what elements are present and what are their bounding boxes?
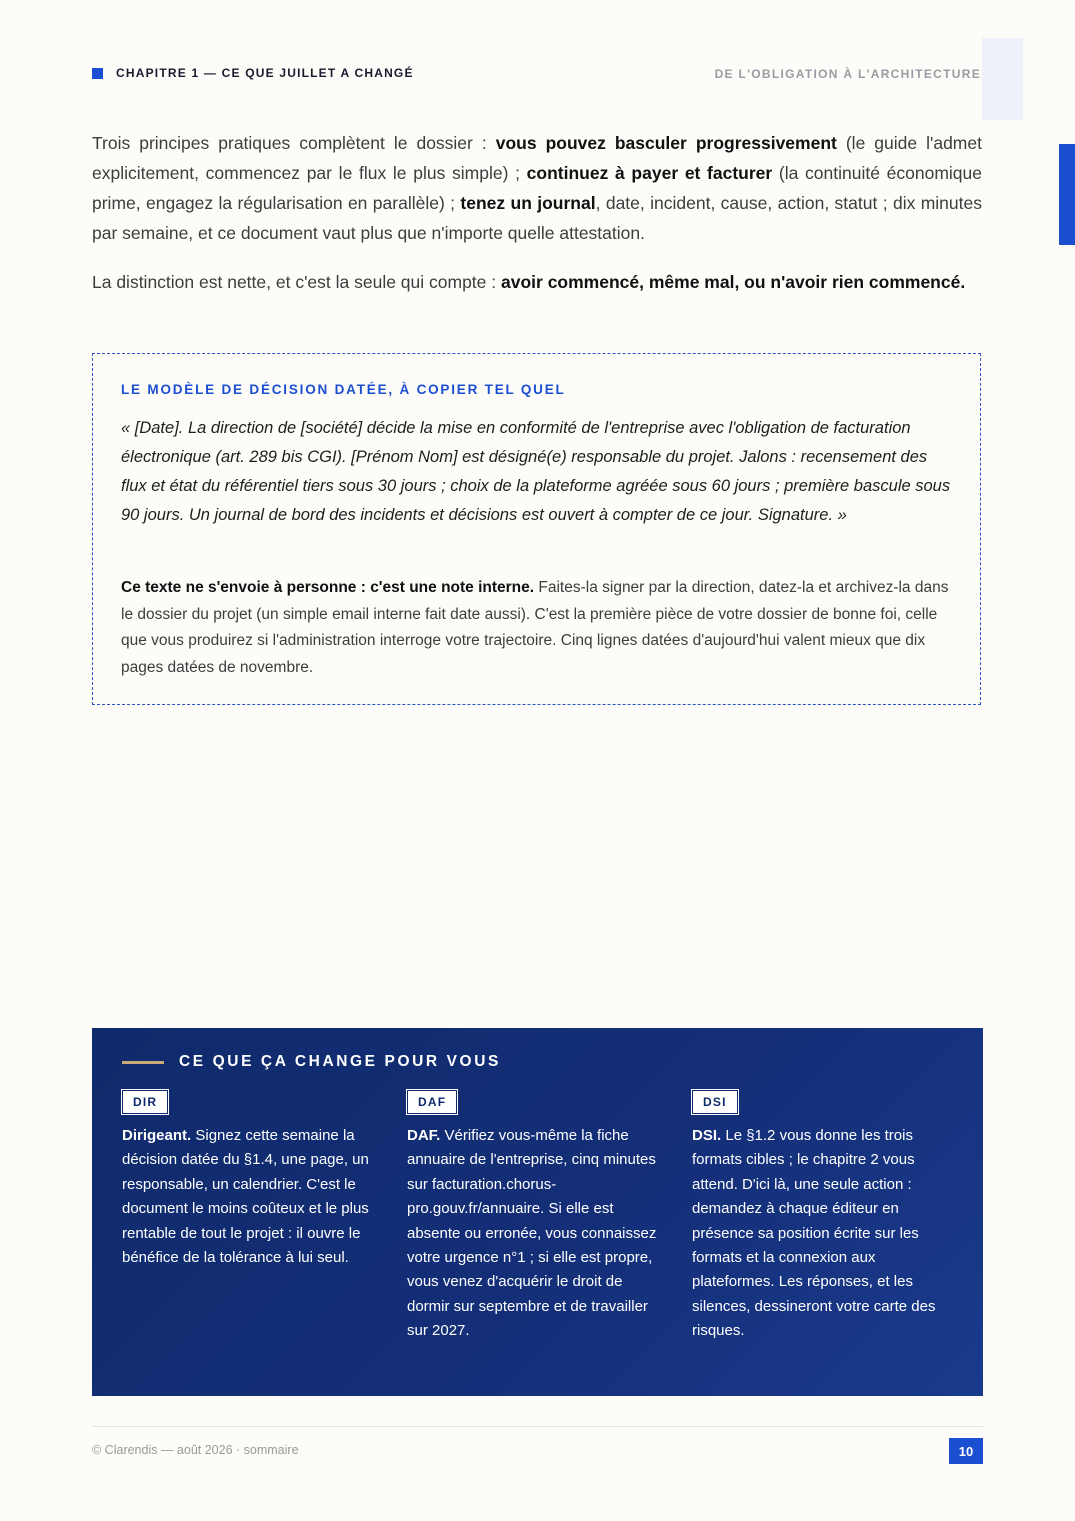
side-bookmark-marker	[1059, 144, 1075, 245]
text-run: Trois principes pratiques complètent le dossier :	[92, 133, 496, 153]
decision-template-callout	[92, 353, 981, 705]
chapter-square-icon	[92, 68, 103, 79]
page-number: 10	[949, 1438, 983, 1464]
role-lead: Dirigeant.	[122, 1127, 192, 1144]
role-advice	[692, 1124, 950, 1344]
callout-title: LE MODÈLE DE DÉCISION DATÉE, À COPIER TEL QUEL	[121, 382, 566, 397]
role-tag: DSI	[692, 1090, 738, 1114]
running-header-chapter	[92, 66, 414, 80]
text-run: , date, incident, cause, action, statut ; dix minutes par semaine, et ce document vaut plus que n'importe quelle attestation.	[92, 193, 982, 243]
decision-template-quote: « [Date]. La direction de [société] décide la mise en conformité de l'entreprise avec l'obligation de facturation électronique (art. 289 bis CGI). [Prénom Nom] est désigné(e) responsable du projet. Jalons : recensement des flux et état du référentiel tiers sous 30 jours ; choix de la plateforme agréée sous 60 jours ; première bascule sous 90 jours. Un journal de bord des incidents et décisions est ouvert à compter de ce jour. Signature. »	[121, 419, 951, 524]
running-header-section: DE L'OBLIGATION À L'ARCHITECTURE	[714, 67, 981, 81]
body-paragraph-distinction	[92, 267, 982, 297]
what-changes-panel	[92, 1028, 983, 1396]
emphasis: avoir commencé, même mal, ou n'avoir rien commencé.	[501, 272, 966, 292]
emphasis: vous pouvez basculer progressivement	[495, 133, 837, 153]
role-text: Le §1.2 vous donne les trois formats cibles ; le chapitre 2 vous attend. D'ici là, une seule action : demandez à chaque éditeur en présence sa position écrite sur les formats et la connexion aux plateformes. Les réponses, et les silences, dessineront votre carte des risques.	[692, 1127, 936, 1340]
role-tag: DIR	[122, 1090, 168, 1114]
text-run: (le guide l'admet explicitement, commencez par le flux le plus simple) ;	[92, 133, 982, 183]
role-text: Signez cette semaine la décision datée du §1.4, une page, un responsable, un calendrier. C'est le document le moins coûteux et le plus rentable de tout le projet : il ouvre le bénéfice de la tolérance à lui seul.	[122, 1127, 369, 1267]
panel-heading	[122, 1053, 501, 1071]
note-text: Faites-la signer par la direction, datez-la et archivez-la dans le dossier du projet (un simple email interne fait date aussi). C'est la première pièce de votre dossier de bonne foi, celle que vous produirez si l'administration interroge votre trajectoire. Cinq lignes datées d'aujourd'hui valent mieux que dix pages datées de novembre.	[121, 579, 949, 676]
chapter-number-decoration	[982, 38, 1023, 120]
text-run: La distinction est nette, et c'est la seule qui compte :	[92, 272, 501, 292]
role-column-dir	[122, 1090, 380, 1270]
callout-note	[121, 575, 956, 681]
note-lead: Ce texte ne s'envoie à personne : c'est une note interne.	[121, 579, 535, 596]
role-advice	[407, 1124, 665, 1344]
body-paragraph-principles	[92, 128, 982, 248]
role-lead: DSI.	[692, 1127, 722, 1144]
footer-divider	[92, 1426, 983, 1427]
gold-rule	[122, 1061, 164, 1064]
text-run: (la continuité économique prime, engagez la régularisation en parallèle) ;	[92, 163, 983, 213]
emphasis: continuez à payer et facturer	[526, 163, 773, 183]
role-lead: DAF.	[407, 1127, 441, 1144]
footer-copyright: © Clarendis — août 2026 · sommaire	[92, 1443, 299, 1457]
emphasis: tenez un journal	[460, 193, 596, 213]
chapter-label: CHAPITRE 1 — CE QUE JUILLET A CHANGÉ	[116, 66, 414, 80]
role-text: Vérifiez vous-même la fiche annuaire de l'entreprise, cinq minutes sur facturation.chorus-pro.gouv.fr/annuaire. Si elle est absente ou erronée, vous connaissez votre urgence n°1 ; si elle est propre, vous venez d'acquérir le droit de dormir sur septembre et de travailler sur 2027.	[407, 1127, 657, 1340]
role-tag: DAF	[407, 1090, 457, 1114]
role-column-daf	[407, 1090, 665, 1344]
role-advice	[122, 1124, 380, 1270]
panel-title: CE QUE ÇA CHANGE POUR VOUS	[179, 1053, 501, 1070]
role-column-dsi	[692, 1090, 950, 1344]
